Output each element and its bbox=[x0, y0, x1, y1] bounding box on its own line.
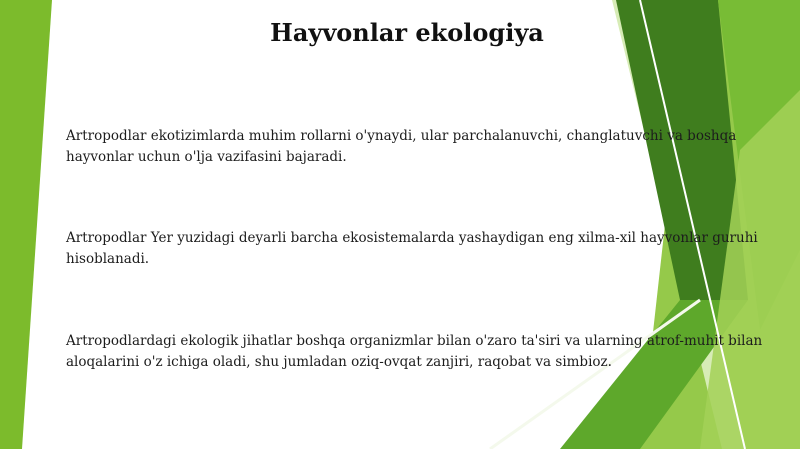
paragraph-decomposers: Artropodlar ekotizimlarda muhim rollarni o'ynaydi, ular parchalanuvchi, changlatuvchi va boshqa hayvonlar uchun o'lja vazifasini bajaradi. bbox=[66, 128, 737, 165]
slide-title: Hayvonlar ekologiya bbox=[270, 18, 544, 47]
left-green-stripe bbox=[0, 0, 52, 449]
paragraph-diversity: Artropodlar Yer yuzidagi deyarli barcha ekosistemalarda yashaydigan eng xilma-xil hayvonlar guruhi hisoblanadi. bbox=[66, 230, 758, 267]
paragraph-ecology: Artropodlardagi ekologik jihatlar boshqa organizmlar bilan o'zaro ta'siri va ularning atrof-muhit bilan aloqalarini o'z ichiga oladi, shu jumladan oziq-ovqat zanjiri, raqobat va simbioz. bbox=[66, 333, 763, 370]
